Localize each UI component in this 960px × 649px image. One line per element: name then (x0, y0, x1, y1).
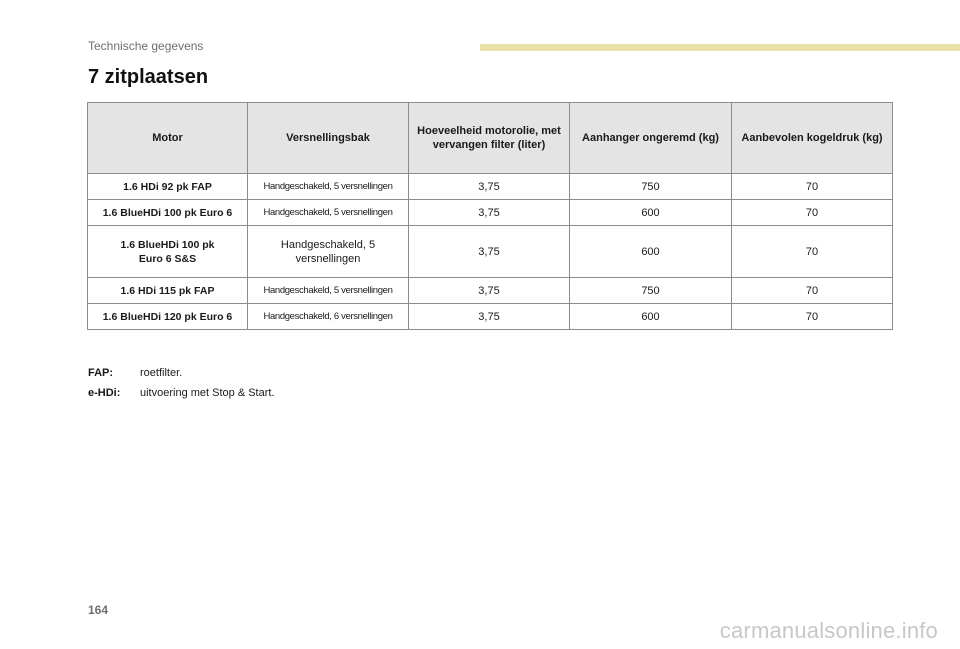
table-row (88, 200, 893, 226)
header-motor: Motor (88, 103, 248, 174)
page-number: 164 (88, 603, 109, 617)
trailer-unbraked-cell: 600 (570, 200, 732, 226)
oil-quantity-cell: 3,75 (409, 200, 570, 226)
table-row (88, 304, 893, 330)
gearbox-cell: Handgeschakeld, 5 versnellingen (248, 174, 409, 200)
header-oil-quantity: Hoeveelheid motorolie, met vervangen filter (liter) (409, 103, 570, 174)
header-unbraked-trailer: Aanhanger ongeremd (kg) (570, 103, 732, 174)
header-nose-weight: Aanbevolen kogeldruk (kg) (732, 103, 893, 174)
footnote-term: e-HDi: (88, 387, 121, 399)
motor-cell: 1.6 HDi 115 pk FAP (88, 278, 248, 304)
trailer-unbraked-cell: 600 (570, 226, 732, 278)
footnote-item (88, 387, 488, 407)
footnote-definition: roetfilter. (140, 367, 183, 379)
oil-quantity-cell: 3,75 (409, 304, 570, 330)
motor-cell: 1.6 HDi 92 pk FAP (88, 174, 248, 200)
motor-cell: 1.6 BlueHDi 120 pk Euro 6 (88, 304, 248, 330)
nose-weight-cell: 70 (732, 304, 893, 330)
footnote-definition: uitvoering met Stop & Start. (140, 387, 275, 399)
table-row (88, 226, 893, 278)
section-label: Technische gegevens (88, 39, 204, 53)
motor-cell: 1.6 BlueHDi 100 pk Euro 6 S&S (88, 226, 248, 278)
trailer-unbraked-cell: 750 (570, 278, 732, 304)
header-accent-bar (480, 44, 960, 51)
nose-weight-cell: 70 (732, 226, 893, 278)
trailer-unbraked-cell: 600 (570, 304, 732, 330)
table-row (88, 174, 893, 200)
nose-weight-cell: 70 (732, 200, 893, 226)
specifications-table (87, 102, 893, 330)
table-row (88, 278, 893, 304)
gearbox-cell: Handgeschakeld, 5 versnellingen (248, 278, 409, 304)
oil-quantity-cell: 3,75 (409, 226, 570, 278)
footnote-term: FAP: (88, 367, 114, 379)
nose-weight-cell: 70 (732, 174, 893, 200)
trailer-unbraked-cell: 750 (570, 174, 732, 200)
table-header-row (88, 103, 893, 174)
page-title: 7 zitplaatsen (88, 66, 209, 88)
nose-weight-cell: 70 (732, 278, 893, 304)
gearbox-cell: Handgeschakeld, 5 versnellingen (248, 226, 409, 278)
oil-quantity-cell: 3,75 (409, 174, 570, 200)
footnotes (88, 367, 488, 407)
header-gearbox: Versnellingsbak (248, 103, 409, 174)
oil-quantity-cell: 3,75 (409, 278, 570, 304)
watermark: carmanualsonline.info (719, 618, 938, 643)
gearbox-cell: Handgeschakeld, 5 versnellingen (248, 200, 409, 226)
motor-cell: 1.6 BlueHDi 100 pk Euro 6 (88, 200, 248, 226)
footnote-item (88, 367, 488, 387)
gearbox-cell: Handgeschakeld, 6 versnellingen (248, 304, 409, 330)
